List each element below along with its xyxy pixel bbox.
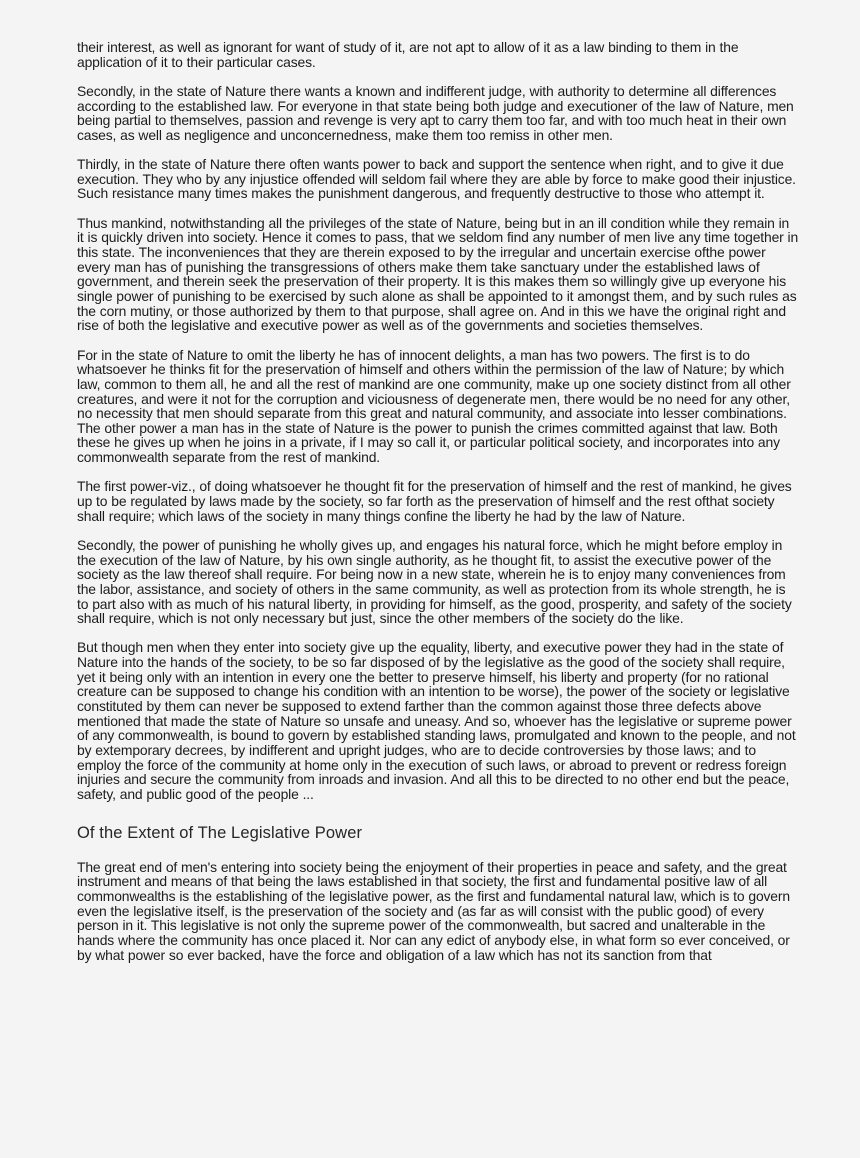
paragraph-thus-mankind: Thus mankind, notwithstanding all the privileges of the state of Nature, being but in an ill condition while they remain in it is quickly driven into society. Hence it comes to pass, that we seldom find any number of men live any time together in this state. The inconveniences that they are therein exposed to by the irregular and uncertain exercise ofthe power every man has of punishing the transgressions of others make them take sanctuary under the established laws of government, and therein seek the preservation of their property. It is this makes them so willingly give up everyone his single power of punishing to be exercised by such alone as shall be appointed to it amongst them, and by such rules as the corn mutiny, or those authorized by them to that purpose, shall agree on. And in this we have the original right and rise of both the legislative and executive power as well as of the governments and societies themselves. bbox=[77, 214, 799, 334]
paragraph-thirdly-power: Thirdly, in the state of Nature there often wants power to back and support the sentence when right, and to give it due execution. They who by any injustice offended will seldom fail where they are able by force to make good their injustice. Such resistance many times makes the punishment dangerous, and frequently destructive to those who attempt it. bbox=[77, 156, 796, 202]
section-heading: Of the Extent of The Legislative Power bbox=[77, 823, 363, 842]
paragraph-great-end: The great end of men's entering into society being the enjoyment of their properties in peace and safety, and the great instrument and means of that being the laws established in that society, the first and fundamental positive law of all commonwealths is the establishing of the legislative power, as the first and fundamental natural law, which is to govern even the legislative itself, is the preservation of the society and (as far as will consist with the public good) of every person in it. This legislative is not only the supreme power of the commonwealth, but sacred and unalterable in the hands where the community has once placed it. Nor can any edict of anybody else, in what form so ever conceived, or by what power so ever backed, have the force and obligation of a law which has not its sanction from that bbox=[77, 858, 790, 963]
paragraph-but-though-men: But though men when they enter into society give up the equality, liberty, and executive power they had in the state of Nature into the hands of the society, to be so far disposed of by the legislative as the good of the society shall require, yet it being only with an intention in every one the better to preserve himself, his liberty and property (for no rational creature can be supposed to change his condition with an intention to be worse), the power of the society or legislative constituted by them can never be supposed to extend farther than the common against those three defects above mentioned that made the state of Nature so unsafe and uneasy. And so, whoever has the legislative or supreme power of any commonwealth, is bound to govern by established standing laws, promulgated and known to the people, and not by extemporary decrees, by indifferent and upright judges, who are to decide controversies by those laws; and to employ the force of the community at home only in the execution of such laws, or abroad to prevent or redress foreign injuries and secure the community from inroads and invasion. And all this to be directed to no other end but the peace, safety, and public good of the people ... bbox=[77, 639, 796, 803]
paragraph-continuation: their interest, as well as ignorant for want of study of it, are not apt to allow of it as a law binding to them in the application of it to their particular cases. bbox=[77, 39, 739, 70]
paragraph-two-powers: For in the state of Nature to omit the liberty he has of innocent delights, a man has two powers. The first is to do whatsoever he thinks fit for the preservation of himself and others within the permission of the law of Nature; by which law, common to them all, he and all the rest of mankind are one community, make up one society distinct from all other creatures, and were it not for the corruption and viciousness of degenerate men, there would be no need for any other, no necessity that men should separate from this great and natural community, and associate into lesser combinations. The other power a man has in the state of Nature is the power to punish the crimes committed against that law. Both these he gives up when he joins in a private, if I may so call it, or particular political society, and incorporates into any commonwealth separate from the rest of mankind. bbox=[77, 346, 791, 466]
document-body bbox=[77, 40, 798, 962]
paragraph-first-power: The first power-viz., of doing whatsoever he thought fit for the preservation of himself and the rest of mankind, he gives up to be regulated by laws made by the society, so far forth as the preservation of himself and the rest ofthat society shall require; which laws of the society in many things confine the liberty he had by the law of Nature. bbox=[77, 478, 792, 524]
paragraph-secondly-judge: Secondly, in the state of Nature there wants a known and indifferent judge, with authority to determine all differences according to the established law. For everyone in that state being both judge and executioner of the law of Nature, men being partial to themselves, passion and revenge is very apt to carry them too far, and with too much heat in their own cases, as well as negligence and unconcernedness, make them too remiss in other men. bbox=[77, 82, 794, 143]
paragraph-secondly-punishing: Secondly, the power of punishing he wholly gives up, and engages his natural force, which he might before employ in the execution of the law of Nature, by his own single authority, as he thought fit, to assist the executive power of the society as the law thereof shall require. For being now in a new state, wherein he is to enjoy many conveniences from the labor, assistance, and society of others in the same community, as well as protection from its whole strength, he is to part also with as much of his natural liberty, in providing for himself, as the good, prosperity, and safety of the society shall require, which is not only necessary but just, since the other members of the society do the like. bbox=[77, 536, 792, 627]
